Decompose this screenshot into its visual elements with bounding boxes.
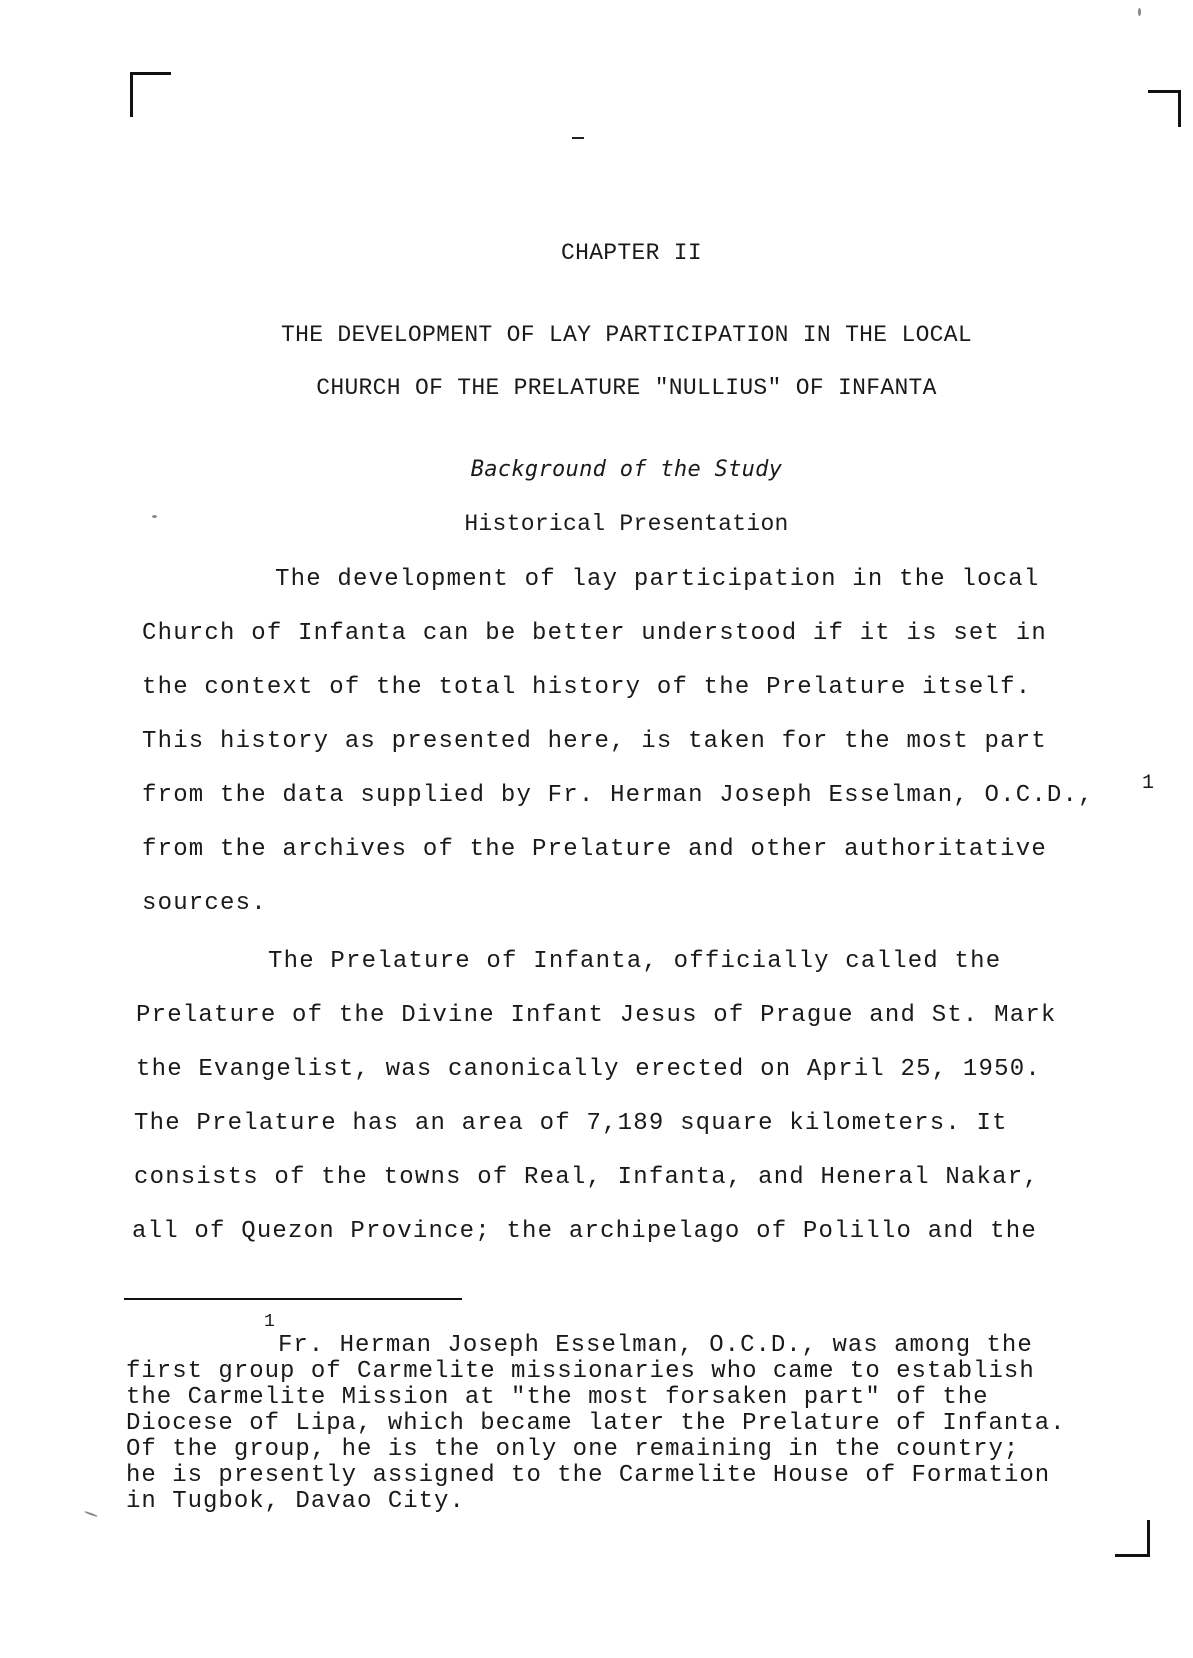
crop-mark-top-left xyxy=(130,72,171,117)
body-line: the context of the total history of the Prelature itself. xyxy=(142,674,1032,701)
crop-mark-bottom-right xyxy=(1115,1520,1150,1557)
footnote-reference: 1 xyxy=(1142,772,1155,795)
chapter-heading: CHAPTER II xyxy=(560,240,703,266)
footnote-line: Fr. Herman Joseph Esselman, O.C.D., was among the xyxy=(278,1332,1033,1359)
section-heading: Historical Presentation xyxy=(464,511,789,537)
body-line: the Evangelist, was canonically erected on April 25, 1950. xyxy=(136,1056,1041,1083)
scan-dash-mark xyxy=(572,137,584,139)
footnote-rule xyxy=(124,1298,462,1300)
footnote-line: Diocese of Lipa, which became later the Prelature of Infanta. xyxy=(126,1410,1066,1437)
section-subtitle: Background of the Study xyxy=(470,457,783,482)
body-line: from the data supplied by Fr. Herman Joseph Esselman, O.C.D., xyxy=(142,782,1094,809)
footnote-marker: 1 xyxy=(264,1312,275,1332)
scan-speck xyxy=(84,1511,98,1518)
body-line: This history as presented here, is taken for the most part xyxy=(142,728,1047,755)
footnote-line: the Carmelite Mission at "the most forsaken part" of the xyxy=(126,1384,989,1411)
body-line: The development of lay participation in the local xyxy=(275,566,1040,593)
body-line: The Prelature has an area of 7,189 square kilometers. It xyxy=(134,1110,1008,1137)
body-line: from the archives of the Prelature and other authoritative xyxy=(142,836,1047,863)
footnote-line: Of the group, he is the only one remaining in the country; xyxy=(126,1436,1020,1463)
chapter-title-line-2: CHURCH OF THE PRELATURE "NULLIUS" OF INFANTA xyxy=(316,375,937,401)
crop-mark-top-right xyxy=(1148,90,1181,127)
footnote-line: first group of Carmelite missionaries who came to establish xyxy=(126,1358,1035,1385)
scan-speck xyxy=(1138,8,1141,16)
body-line: The Prelature of Infanta, officially called the xyxy=(268,948,1002,975)
body-line: Church of Infanta can be better understood if it is set in xyxy=(142,620,1047,647)
chapter-title-line-1: THE DEVELOPMENT OF LAY PARTICIPATION IN THE LOCAL xyxy=(280,322,972,348)
body-line: sources. xyxy=(142,890,267,917)
body-line: Prelature of the Divine Infant Jesus of Prague and St. Mark xyxy=(136,1002,1057,1029)
body-line: all of Quezon Province; the archipelago of Polillo and the xyxy=(132,1218,1037,1245)
scan-speck xyxy=(152,515,157,518)
footnote-line: in Tugbok, Davao City. xyxy=(126,1488,465,1515)
footnote-line: he is presently assigned to the Carmelite House of Formation xyxy=(126,1462,1051,1489)
body-line: consists of the towns of Real, Infanta, and Heneral Nakar, xyxy=(134,1164,1039,1191)
